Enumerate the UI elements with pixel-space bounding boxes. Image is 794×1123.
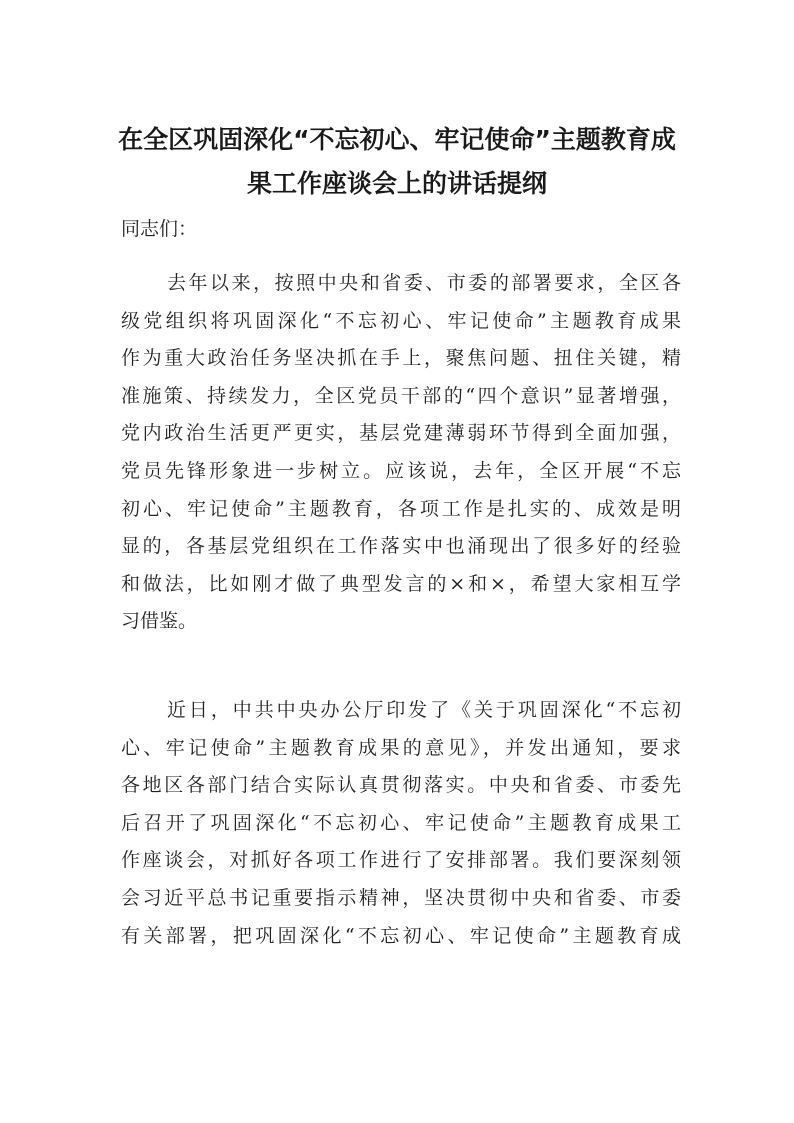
paragraph-line: 初心、牢记使命”主题教育，各项工作是扎实的、成效是明 [121,497,681,520]
paragraph-line: 习借鉴。 [121,610,198,633]
paragraph-line: 作座谈会，对抓好各项工作进行了安排部署。我们要深刻领 [121,849,681,872]
paragraph-line: 准施策、持续发力，全区党员干部的“四个意识”显著增强， [121,384,681,407]
greeting: 同志们： [121,218,198,240]
paragraph-line: 去年以来，按照中央和省委、市委的部署要求，全区各 [167,272,681,294]
body-paragraph-1 [121,265,681,641]
paragraph-line: 有关部署，把巩固深化“不忘初心、牢记使命”主题教育成 [121,924,681,947]
title-line-2: 果工作座谈会上的讲话提纲 [246,169,547,198]
paragraph-line: 后召开了巩固深化“不忘初心、牢记使命”主题教育成果工 [121,811,681,834]
document-title [100,118,694,206]
paragraph-line: 会习近平总书记重要指示精神，坚决贯彻中央和省委、市委 [121,886,681,909]
title-line-1: 在全区巩固深化“不忘初心、牢记使命”主题教育成 [118,125,676,154]
paragraph-line: 和做法，比如刚才做了典型发言的×和×，希望大家相互学 [121,572,681,595]
body-paragraph-2 [121,692,681,955]
paragraph-line: 各地区各部门结合实际认真贯彻落实。中央和省委、市委先 [121,774,681,797]
paragraph-line: 党员先锋形象进一步树立。应该说，去年，全区开展“不忘 [121,459,681,482]
paragraph-line: 心、牢记使命”主题教育成果的意见》，并发出通知，要求 [121,736,681,759]
paragraph-line: 级党组织将巩固深化“不忘初心、牢记使命”主题教育成果 [121,309,681,332]
paragraph-line: 党内政治生活更严更实，基层党建薄弱环节得到全面加强， [121,422,681,445]
paragraph-line: 近日，中共中央办公厅印发了《关于巩固深化“不忘初 [167,699,681,721]
paragraph-line: 作为重大政治任务坚决抓在手上，聚焦问题、扭住关键，精 [121,347,681,370]
paragraph-line: 显的，各基层党组织在工作落实中也涌现出了很多好的经验 [121,535,681,558]
